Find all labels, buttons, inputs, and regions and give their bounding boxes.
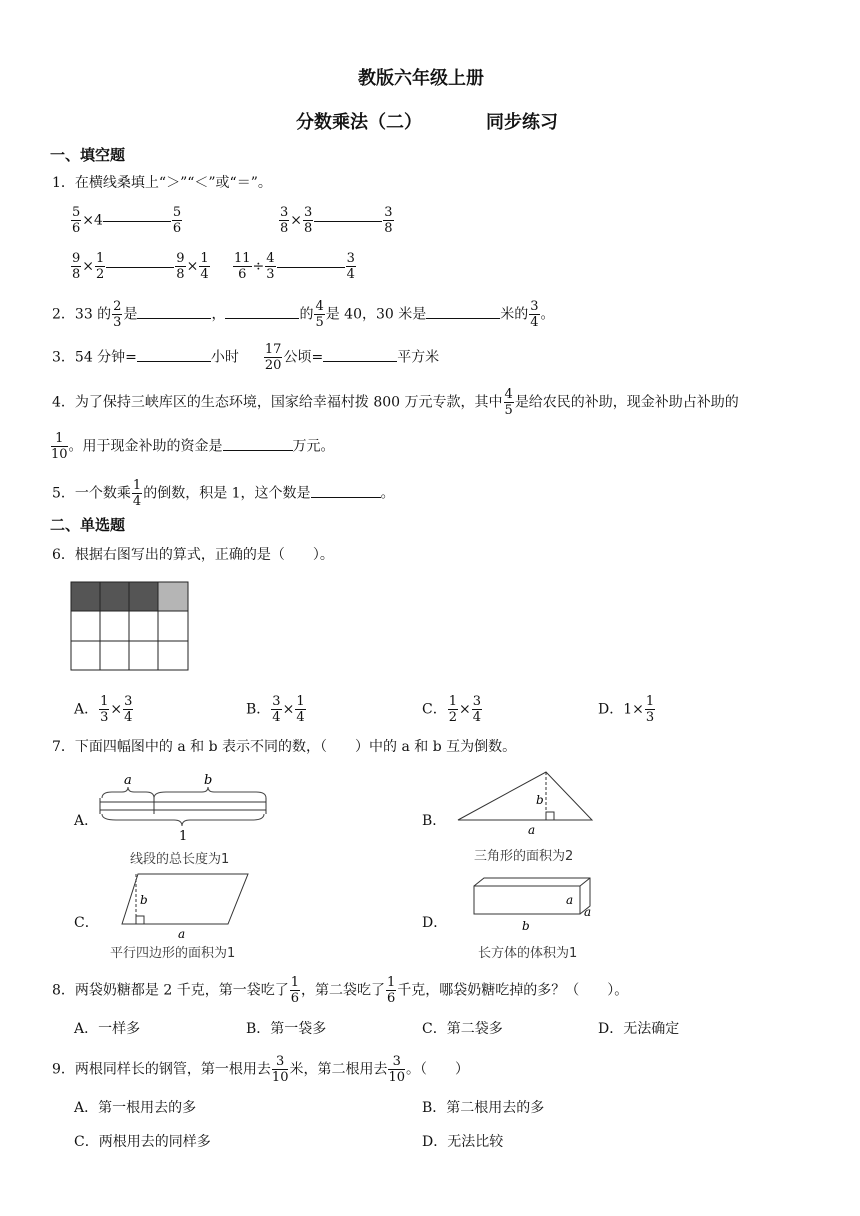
question-2: 2．33 的 $\frac{2}{3}$ 是 ， 的 $\frac{4}{5}$ 是 40，30 米是 米的 $\frac{3}{4}$ 。: [52, 299, 555, 330]
q9-option-b[interactable]: B．第二根用去的多: [422, 1100, 545, 1116]
question-4-line1: 4．为了保持三峡库区的生态环境，国家给幸福村拨 800 万元专款，其中 $\frac{4}{5}$ 是给农民的补助，现金补助占补助的: [52, 387, 739, 418]
cuboid-caption: 长方体的体积为1: [478, 946, 578, 961]
svg-text:b: b: [204, 773, 213, 788]
q9-option-c[interactable]: C．两根用去的同样多: [74, 1134, 211, 1150]
question-3: 3．54 分钟= 小时 $\frac{17}{20}$ 公顷= 平方米: [52, 342, 440, 373]
segment-figure: [96, 770, 272, 842]
answer-line[interactable]: [277, 266, 345, 268]
q1-item-a: $\frac{5}{6}$ ×4 $\frac{5}{6}$: [72, 205, 182, 236]
question-1-text: 1．在横线桑填上“＞”“＜”或“＝”。: [52, 175, 272, 191]
q6-option-c[interactable]: C． $\frac{1}{2}$ × $\frac{3}{4}$: [422, 694, 482, 725]
q7-option-b-label[interactable]: B．: [422, 813, 447, 829]
section-heading-choice: 二、单选题: [50, 516, 126, 534]
q7-option-d-label[interactable]: D．: [422, 915, 448, 931]
segment-caption: 线段的总长度为1: [130, 852, 230, 867]
question-4-line2: $\frac{1}{10}$ 。用于现金补助的资金是 万元。: [51, 431, 335, 462]
q8-option-b[interactable]: B．第一袋多: [246, 1021, 327, 1037]
svg-text:a: a: [124, 773, 132, 788]
grid-cell-light: [158, 582, 188, 611]
svg-text:1: 1: [179, 829, 188, 842]
svg-text:a: a: [566, 893, 574, 907]
answer-blank[interactable]: [323, 349, 397, 362]
grid-cell-dark: [71, 582, 100, 611]
q1-item-c: $\frac{9}{8}$ × $\frac{1}{2}$ $\frac{9}{8}$ × $\frac{1}{4}$: [72, 251, 209, 282]
q1-item-b: $\frac{3}{8}$ × $\frac{3}{8}$ $\frac{3}{8}$: [280, 205, 393, 236]
q7-option-a-label[interactable]: A．: [74, 813, 99, 829]
question-7-text: 7．下面四幅图中的 a 和 b 表示不同的数，（ ）中的 a 和 b 互为倒数。: [52, 739, 517, 755]
svg-text:a: a: [178, 927, 186, 941]
q1-item-d: $\frac{11}{6}$ ÷ $\frac{4}{3}$ $\frac{3}{4}$: [234, 251, 355, 282]
question-6-text: 6．根据右图写出的算式，正确的是（ ）。: [52, 547, 334, 563]
triangle-figure: [454, 768, 596, 840]
answer-line[interactable]: [103, 220, 171, 222]
answer-blank[interactable]: [225, 306, 299, 319]
q8-option-a[interactable]: A．一样多: [74, 1021, 141, 1037]
svg-text:a: a: [528, 823, 536, 837]
svg-text:b: b: [140, 893, 148, 907]
q9-option-a[interactable]: A．第一根用去的多: [74, 1100, 197, 1116]
parallelogram-figure: [116, 872, 250, 942]
q9-option-d[interactable]: D．无法比较: [422, 1134, 504, 1150]
triangle-caption: 三角形的面积为2: [474, 849, 574, 864]
cuboid-figure: [470, 874, 598, 936]
q6-option-d[interactable]: D．1× $\frac{1}{3}$: [598, 694, 655, 725]
answer-blank[interactable]: [223, 438, 293, 451]
q8-option-d[interactable]: D．无法确定: [598, 1021, 680, 1037]
answer-blank[interactable]: [426, 306, 500, 319]
svg-text:a: a: [584, 905, 592, 919]
parallelogram-caption: 平行四边形的面积为1: [110, 946, 236, 961]
svg-text:b: b: [536, 793, 544, 807]
svg-text:b: b: [522, 919, 530, 933]
grid-cell-dark: [100, 582, 129, 611]
answer-blank[interactable]: [311, 485, 381, 498]
answer-line[interactable]: [106, 266, 174, 268]
section-heading-fill: 一、填空题: [50, 146, 126, 164]
answer-blank[interactable]: [137, 306, 211, 319]
q8-option-c[interactable]: C．第二袋多: [422, 1021, 503, 1037]
question-8: 8．两袋奶糖都是 2 千克，第一袋吃了 $\frac{1}{6}$ ，第二袋吃了 $\frac{1}{6}$ 千克，哪袋奶糖吃掉的多？（ ）。: [52, 975, 629, 1006]
grid-cell-dark: [129, 582, 158, 611]
question-9: 9．两根同样长的钢管，第一根用去 $\frac{3}{10}$ 米，第二根用去 $\frac{3}{10}$ 。（ ）: [52, 1054, 470, 1085]
lesson-title: 分数乘法（二）: [296, 112, 422, 133]
q7-option-c-label[interactable]: C．: [74, 915, 99, 931]
page-title: 教版六年级上册: [358, 68, 484, 89]
answer-blank[interactable]: [137, 349, 211, 362]
shaded-grid-figure: [70, 581, 192, 673]
lesson-subtitle: 同步练习: [486, 112, 558, 133]
q6-option-a[interactable]: A． $\frac{1}{3}$ × $\frac{3}{4}$: [74, 694, 133, 725]
q6-option-b[interactable]: B． $\frac{3}{4}$ × $\frac{1}{4}$: [246, 694, 305, 725]
answer-line[interactable]: [314, 220, 382, 222]
question-5: 5．一个数乘 $\frac{1}{4}$ 的倒数，积是 1，这个数是 。: [52, 478, 395, 509]
